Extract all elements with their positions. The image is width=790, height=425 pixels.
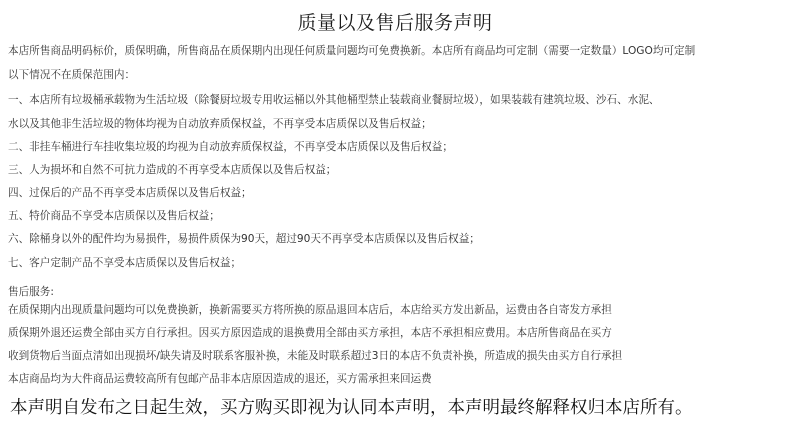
exclusion-item-5: 五、特价商品不享受本店质保以及售后权益；	[8, 210, 220, 222]
exclusion-item-7: 七、客户定制产品不享受本店质保以及售后权益；	[8, 257, 242, 269]
exclusion-item-1: 一、本店所有垃圾桶承载物为生活垃圾（除餐厨垃圾专用收运桶以外其他桶型禁止装载商业餐厨垃圾），如果装载有建筑垃圾、沙石、水泥、	[8, 94, 660, 106]
exclusion-item-3: 三、人为损坏和自然不可抗力造成的不再享受本店质保以及售后权益；	[8, 164, 337, 176]
after-sales-line-4: 本店商品均为大件商品运费较高所有包邮产品非本店原因造成的退还，买方需承担来回运费	[8, 373, 432, 385]
intro-line-2: 以下情况不在质保范围内：	[8, 69, 136, 81]
exclusion-item-4: 四、过保后的产品不再享受本店质保以及售后权益；	[8, 187, 252, 199]
effective-statement: 本声明自发布之日起生效，买方购买即视为认同本声明，本声明最终解释权归本店所有。	[10, 398, 693, 418]
after-sales-heading: 售后服务:	[8, 286, 54, 298]
exclusion-item-6: 六、除桶身以外的配件均为易损件，易损件质保为90天，超过90天不再享受本店质保以及售后权益；	[8, 233, 480, 245]
after-sales-line-1: 在质保期内出现质量问题均可以免费换新，换新需要买方将所换的原品退回本店后，本店给买方发出新品，运费由各自寄发方承担	[8, 304, 612, 316]
after-sales-line-3: 收到货物后当面点清如出现损坏/缺失请及时联系客服补换，未能及时联系超过3日的本店不负责补换，所造成的损失由买方自行承担	[8, 350, 623, 362]
intro-line-1: 本店所售商品明码标价，质保明确，所售商品在质保期内出现任何质量问题均可免费换新。本店所有商品均可定制（需要一定数量）LOGO均可定制	[8, 45, 696, 57]
exclusion-item-2: 二、非挂车桶进行车挂收集垃圾的均视为自动放弃质保权益，不再享受本店质保以及售后权益；	[8, 141, 453, 153]
after-sales-line-2: 质保期外退还运费全部由买方自行承担。因买方原因造成的退换费用全部由买方承担，本店不承担相应费用。本店所售商品在买方	[8, 327, 612, 339]
exclusion-item-1-cont: 水以及其他非生活垃圾的物体均视为自动放弃质保权益，不再享受本店质保以及售后权益；	[8, 118, 432, 130]
page-title: 质量以及售后服务声明	[297, 12, 493, 34]
